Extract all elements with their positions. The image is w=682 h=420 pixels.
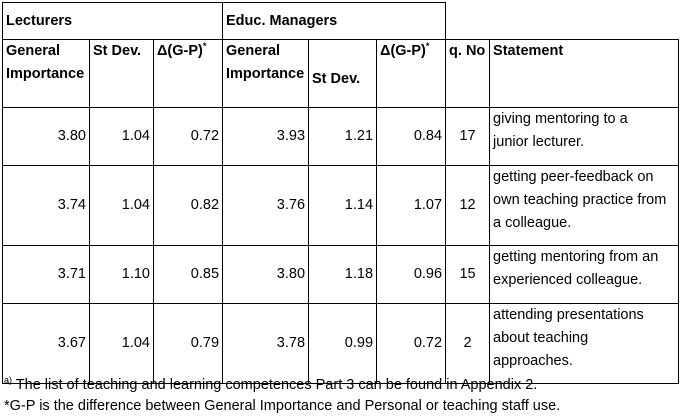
manager-stdev: 1.21 [309, 108, 377, 166]
header-qno: q. No [446, 40, 490, 108]
results-table [2, 2, 679, 384]
group-lecturers: Lecturers [3, 3, 223, 40]
lecturer-delta: 0.72 [154, 108, 223, 166]
table-body [3, 108, 679, 384]
manager-delta: 0.72 [377, 304, 446, 384]
lecturer-general-importance: 3.74 [3, 166, 90, 246]
header-delta: Δ(G-P)* [154, 40, 223, 108]
header-stdev-mgr: St Dev. [309, 40, 377, 108]
table-row [3, 246, 679, 304]
lecturer-delta: 0.82 [154, 166, 223, 246]
question-number: 17 [446, 108, 490, 166]
footnote-a: $^{a)}$ The list of teaching and learning competences Part 3 can be found in Appendix 2. [4, 375, 538, 393]
statement: attending presentations about teaching approaches. [490, 304, 679, 384]
lecturer-delta: 0.85 [154, 246, 223, 304]
table-row [3, 166, 679, 246]
group-managers: Educ. Managers [223, 3, 446, 40]
manager-stdev: 1.18 [309, 246, 377, 304]
header-stdev: St Dev. [90, 40, 154, 108]
manager-delta: 1.07 [377, 166, 446, 246]
footnotes [4, 375, 560, 417]
statement: giving mentoring to a junior lecturer. [490, 108, 679, 166]
empty-corner [446, 3, 679, 40]
header-delta-mgr: Δ(G-P)* [377, 40, 446, 108]
footnote-star: *G-P is the difference between General Importance and Personal or teaching staff use. [4, 398, 561, 414]
manager-delta: 0.84 [377, 108, 446, 166]
lecturer-stdev: 1.04 [90, 166, 154, 246]
lecturer-stdev: 1.04 [90, 108, 154, 166]
question-number: 2 [446, 304, 490, 384]
manager-stdev: 0.99 [309, 304, 377, 384]
question-number: 12 [446, 166, 490, 246]
manager-general-importance: 3.76 [223, 166, 309, 246]
header-statement: Statement [490, 40, 679, 108]
header-general-importance: General Importance [3, 40, 90, 108]
manager-general-importance: 3.78 [223, 304, 309, 384]
lecturer-stdev: 1.04 [90, 304, 154, 384]
lecturer-delta: 0.79 [154, 304, 223, 384]
lecturer-general-importance: 3.71 [3, 246, 90, 304]
table-row [3, 108, 679, 166]
lecturer-general-importance: 3.80 [3, 108, 90, 166]
lecturer-general-importance: 3.67 [3, 304, 90, 384]
manager-general-importance: 3.80 [223, 246, 309, 304]
question-number: 15 [446, 246, 490, 304]
manager-delta: 0.96 [377, 246, 446, 304]
manager-general-importance: 3.93 [223, 108, 309, 166]
manager-stdev: 1.14 [309, 166, 377, 246]
statement: getting peer-feedback on own teaching practice from a colleague. [490, 166, 679, 246]
statement: getting mentoring from an experienced colleague. [490, 246, 679, 304]
lecturer-stdev: 1.10 [90, 246, 154, 304]
table-row [3, 304, 679, 384]
header-general-importance-mgr: General Importance [223, 40, 309, 108]
